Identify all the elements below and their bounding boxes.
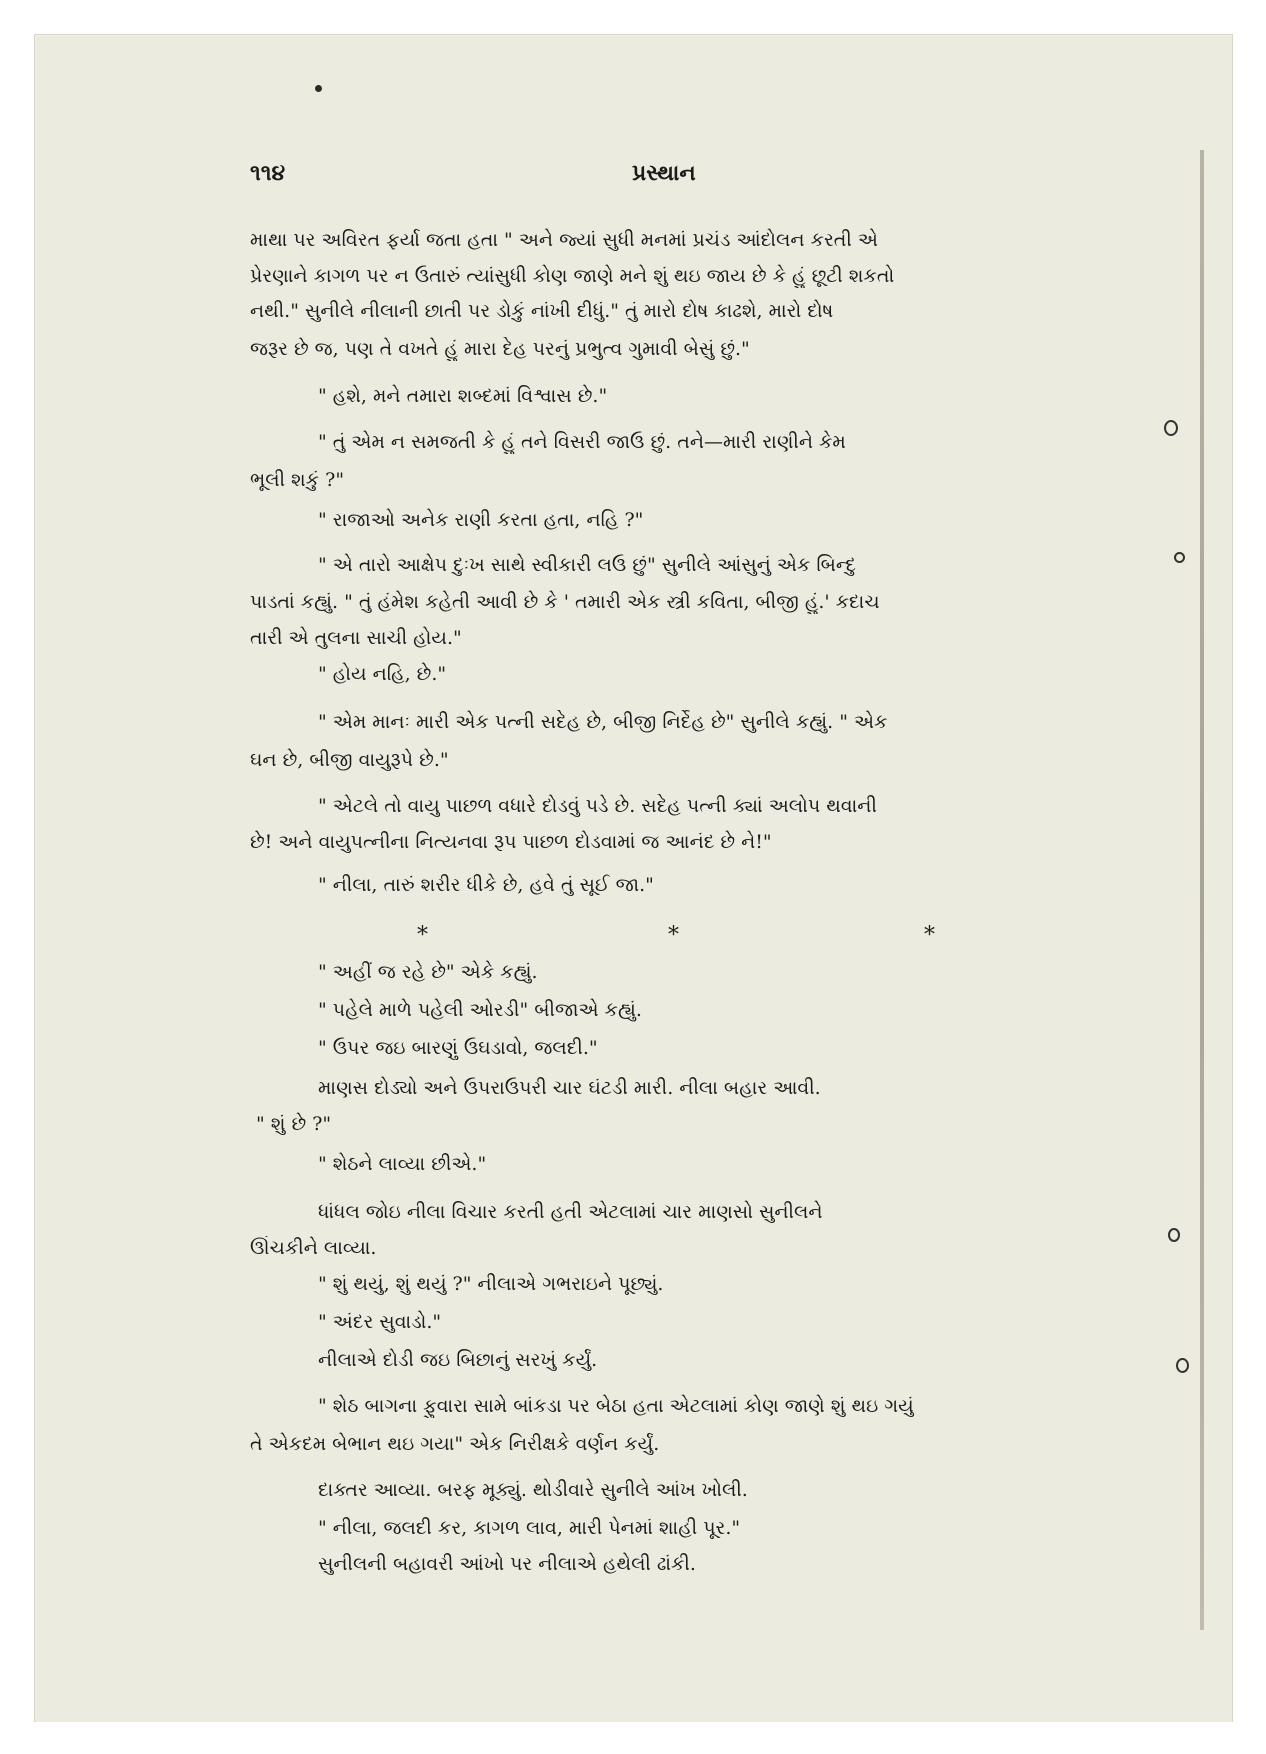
text-line: " નીલા, જલદી કર, કાગળ લાવ, મારી પેનમાં શાહી પૂર." [318,1517,741,1539]
text-line: " શેઠને લાવ્યા છીએ." [318,1153,487,1175]
text-line: " શું છે ?" [256,1113,332,1135]
text-line: " શેઠ બાગના ફુવારા સામે બાંકડા પર બેઠા હતા એટલામાં કોણ જાણે શું થઇ ગયું [318,1395,914,1417]
margin-hole-mark [1168,1228,1180,1242]
text-line: " હોય નહિ, છે." [318,663,447,685]
page-edge-shadow [1200,150,1204,1630]
running-title: પ્રસ્થાન [632,160,696,186]
section-separator-star: * [417,923,428,948]
ink-speck [315,85,322,92]
section-separator-star: * [924,923,935,948]
text-line: " એ તારો આક્ષેપ દુઃખ સાથે સ્વીકારી લઉં છું" સુનીલે આંસુનું એક બિન્દુ [318,554,857,576]
section-separator-star: * [668,923,679,948]
margin-hole-mark [1176,1358,1189,1373]
text-line: ઊંચકીને લાવ્યા. [250,1237,377,1259]
margin-hole-mark [1164,420,1178,436]
text-line: " એટલે તો વાયુ પાછળ વધારે દોડવું પડે છે. સદેહ પત્ની ક્યાં અલોપ થવાની [318,795,877,817]
text-line: " અહીં જ રહે છે" એકે કહ્યું. [318,961,538,983]
text-line: દાક્તર આવ્યા. બરફ મૂક્યું. થોડીવારે સુનીલે આંખ ખોલી. [318,1479,748,1501]
text-line: " ઉપર જઇ બારણું ઉઘડાવો, જલદી." [318,1037,598,1059]
text-line: " તું એમ ન સમજતી કે હું તને વિસરી જાઉં છું. તને—મારી રાણીને કેમ [318,431,846,453]
text-line: " શું થયું, શું થયું ?" નીલાએ ગભરાઇને પૂછ્યું. [318,1273,664,1295]
text-line: જરૂર છે જ, પણ તે વખતે હું મારા દેહ પરનું પ્રભુત્વ ગુમાવી બેસું છું." [250,338,750,360]
text-line: " એમ માનઃ મારી એક પત્ની સદેહ છે, બીજી નિર્દેહ છે" સુનીલે કહ્યું. " એક [318,711,888,733]
text-line: નીલાએ દોડી જઇ બિછાનું સરખું કર્યું. [318,1349,598,1371]
text-line: " પહેલે માળે પહેલી ઓરડી" બીજાએ કહ્યું. [318,999,642,1021]
text-line: " હશે, મને તમારા શબ્દમાં વિશ્વાસ છે." [318,385,608,407]
text-line: તે એકદમ બેભાન થઇ ગયા" એક નિરીક્ષકે વર્ણન કર્યું. [250,1433,660,1455]
text-line: " નીલા, તારું શરીર ધીકે છે, હવે તું સૂઈ જા." [318,874,654,896]
text-line: માણસ દોડ્યો અને ઉપરાઉપરી ચાર ઘંટડી મારી. નીલા બહાર આવી. [318,1077,821,1099]
text-line: " રાજાઓ અનેક રાણી કરતા હતા, નહિ ?" [318,509,644,531]
text-line: પાડતાં કહ્યું. " તું હંમેશ કહેતી આવી છે કે ' તમારી એક સ્ત્રી કવિતા, બીજી હું.' કદાચ [250,591,880,613]
text-line: તારી એ તુલના સાચી હોય." [250,627,462,649]
margin-hole-mark [1174,552,1185,563]
text-line: ધાંધલ જોઇ નીલા વિચાર કરતી હતી એટલામાં ચાર માણસો સુનીલને [318,1201,823,1223]
text-line: ભૂલી શકું ?" [250,469,345,491]
text-line: " અંદર સુવાડો." [318,1311,442,1333]
text-line: પ્રેરણાને કાગળ પર ન ઉતારું ત્યાંસુધી કોણ જાણે મને શું થઇ જાય છે કે હું છૂટી શકતો [250,265,895,287]
page-number: ૧૧૪ [250,160,286,186]
text-line: નથી." સુનીલે નીલાની છાતી પર ડોકું નાંખી દીધું." તું મારો દોષ કાઢશે, મારો દોષ [250,300,834,322]
text-line: છે! અને વાયુપત્નીના નિત્યનવા રૂપ પાછળ દોડવામાં જ આનંદ છે ને!" [250,831,772,853]
text-line: સુનીલની બહાવરી આંખો પર નીલાએ હથેલી ઢાંકી. [318,1553,696,1575]
text-line: માથા પર અવિરત ફર્યા જતા હતા " અને જ્યાં સુધી મનમાં પ્રચંડ આંદોલન કરતી એ [250,229,878,251]
text-line: ઘન છે, બીજી વાયુરૂપે છે." [250,749,449,771]
